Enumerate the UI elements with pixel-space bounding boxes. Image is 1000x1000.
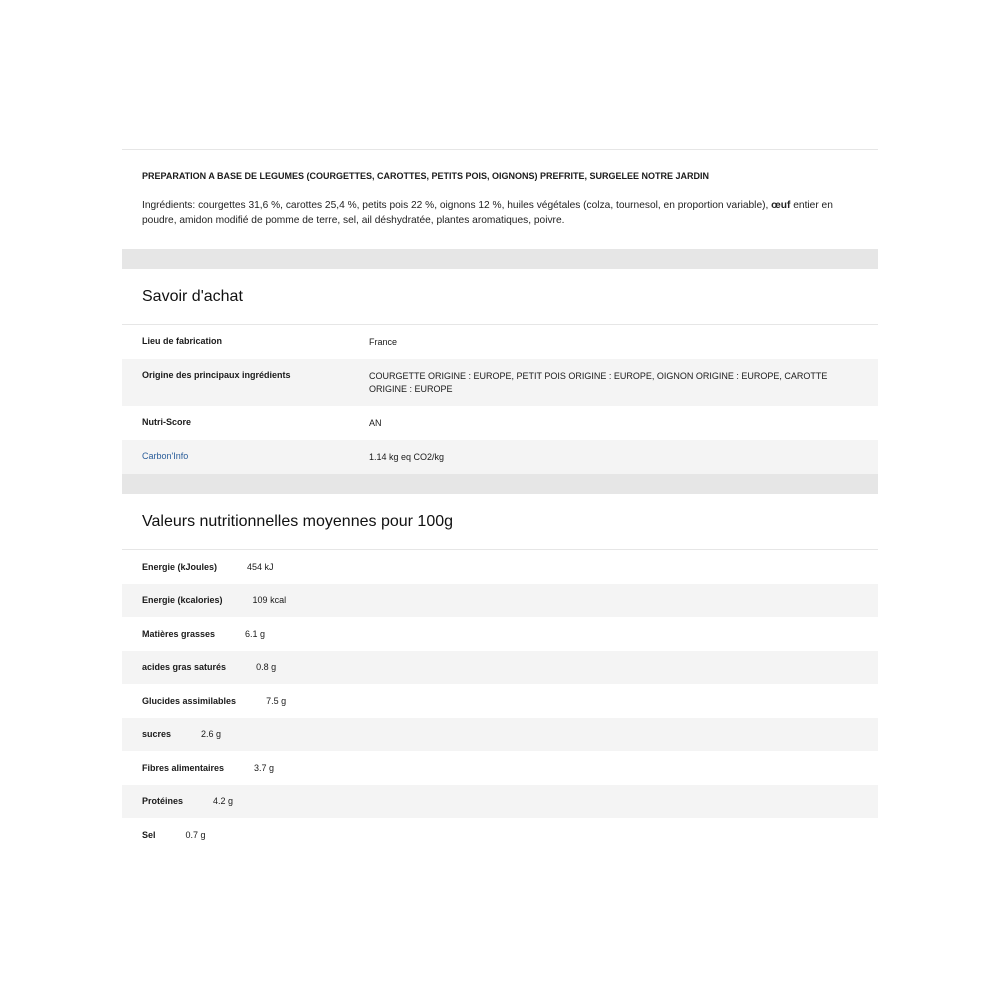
nutrition-row xyxy=(122,617,878,651)
nutrition-label: Fibres alimentaires xyxy=(142,762,225,773)
nutrition-value: 0.8 g xyxy=(256,662,277,673)
nutrition-value: 7.5 g xyxy=(266,695,287,706)
product-info-panel xyxy=(122,149,878,852)
nutrition-row xyxy=(122,684,878,718)
nutrition-label: sucres xyxy=(142,729,172,740)
nutrition-label: Energie (kcalories) xyxy=(142,595,223,606)
ingredients-part-1: Ingrédients: courgettes 31,6 %, carottes 25,4 %, petits pois 22 %, oignons 12 %, huiles végétales (colza, tournesol, en proportion variable), xyxy=(142,200,772,211)
nutrition-row xyxy=(122,785,878,819)
section-divider xyxy=(122,249,878,269)
info-label: Nutri-Score xyxy=(142,417,192,427)
nutrition-value: 6.1 g xyxy=(245,628,266,639)
ingredients-text xyxy=(122,182,878,249)
savoir-achat-title: Savoir d'achat xyxy=(122,269,878,325)
nutrition-label: Matières grasses xyxy=(142,628,216,639)
nutrition-value: 3.7 g xyxy=(254,762,275,773)
info-row-origine xyxy=(122,359,878,406)
info-row-carbon-info xyxy=(122,440,878,474)
nutrition-label: Energie (kJoules) xyxy=(142,561,218,572)
nutrition-value: 4.2 g xyxy=(213,796,234,807)
nutrition-label: acides gras saturés xyxy=(142,662,227,673)
info-label: Lieu de fabrication xyxy=(142,336,223,346)
nutrition-row xyxy=(122,584,878,618)
nutrition-value: 454 kJ xyxy=(247,561,274,572)
nutrition-label: Protéines xyxy=(142,796,184,807)
nutrition-row xyxy=(122,751,878,785)
nutrition-row xyxy=(122,718,878,752)
info-value: 1.14 kg eq CO2/kg xyxy=(369,452,445,462)
nutrition-row xyxy=(122,818,878,852)
nutrition-value: 0.7 g xyxy=(185,829,206,840)
info-value: COURGETTE ORIGINE : EUROPE, PETIT POIS ORIGINE : EUROPE, OIGNON ORIGINE : EUROPE, CAROTTE ORIGINE : EUROPE xyxy=(369,371,828,394)
ingredients-part-2: entier en poudre, amidon modifié de pomme de terre, sel, ail déshydratée, plantes aromatiques, poivre. xyxy=(142,200,833,226)
nutrition-label: Glucides assimilables xyxy=(142,695,237,706)
info-label: Origine des principaux ingrédients xyxy=(142,370,291,380)
info-value: France xyxy=(369,337,398,347)
section-divider xyxy=(122,474,878,494)
nutrition-value: 2.6 g xyxy=(201,729,222,740)
info-row-nutri-score xyxy=(122,406,878,440)
nutrition-title: Valeurs nutritionnelles moyennes pour 100g xyxy=(122,494,878,550)
nutrition-label: Sel xyxy=(142,829,156,840)
nutrition-row xyxy=(122,550,878,584)
info-row-lieu-fabrication xyxy=(122,325,878,359)
ingredients-allergen: œuf xyxy=(771,200,791,211)
product-title: PREPARATION A BASE DE LEGUMES (COURGETTES, CAROTTES, PETITS POIS, OIGNONS) PREFRITE, SURGELEE NOTRE JARDIN xyxy=(142,171,710,181)
nutrition-value: 109 kcal xyxy=(252,595,287,606)
info-value: AN xyxy=(369,418,382,428)
nutrition-row xyxy=(122,651,878,685)
carbon-info-link[interactable]: Carbon'Info xyxy=(142,451,189,461)
